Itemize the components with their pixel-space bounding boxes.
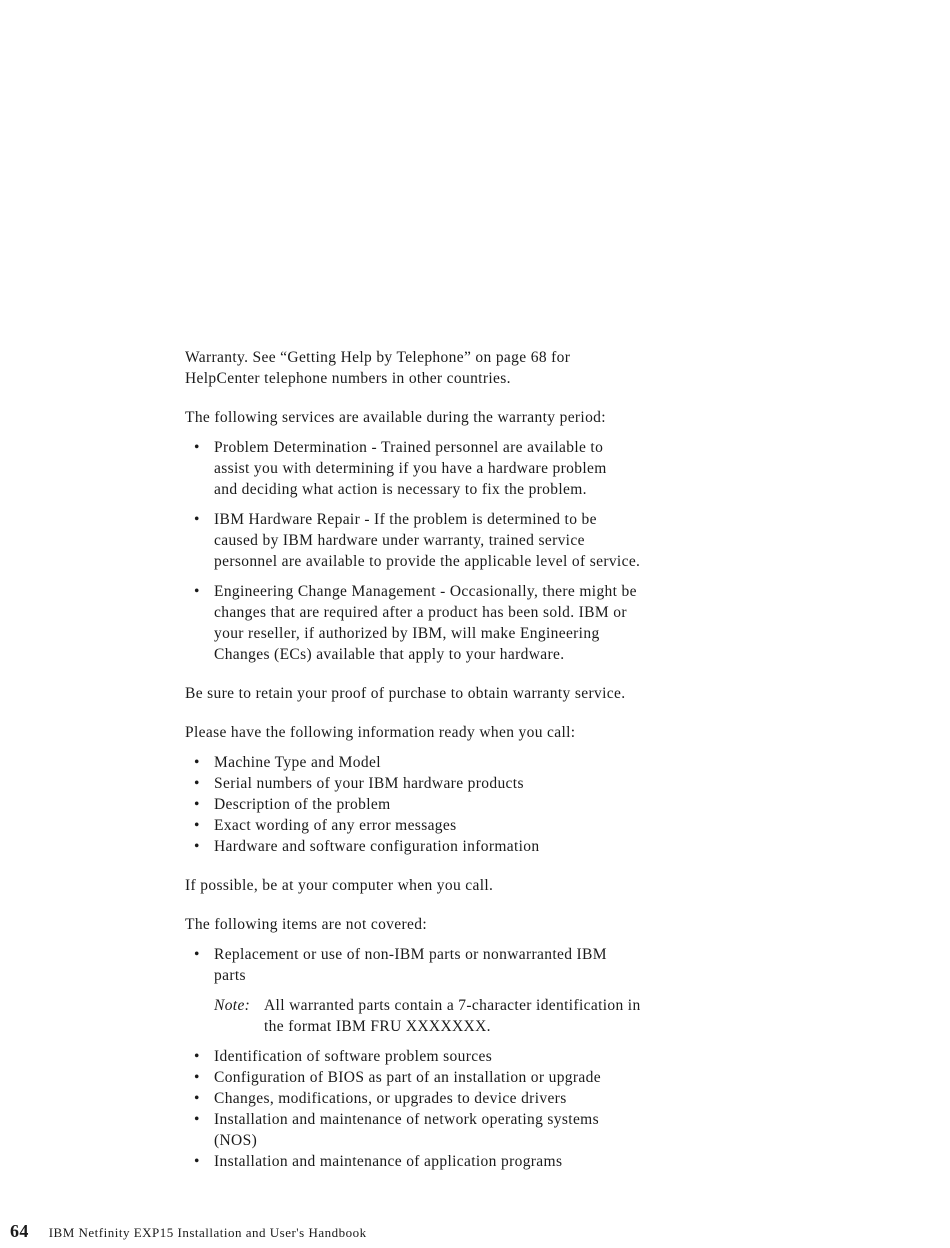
info-list xyxy=(185,752,725,857)
bullet-icon: • xyxy=(194,1048,200,1065)
list-item xyxy=(185,1109,725,1151)
info-heading: Please have the following information ready when you call: xyxy=(185,724,576,741)
list-item-line: Installation and maintenance of network operating systems xyxy=(214,1111,599,1128)
computer-paragraph: If possible, be at your computer when you call. xyxy=(185,877,494,894)
bullet-icon: • xyxy=(194,439,200,456)
list-item xyxy=(185,581,725,665)
list-item xyxy=(185,1046,725,1067)
list-item xyxy=(185,944,725,1037)
list-item-line: Description of the problem xyxy=(214,796,391,813)
services-heading: The following services are available during the warranty period: xyxy=(185,409,606,426)
bullet-icon: • xyxy=(194,817,200,834)
list-item-line: Serial numbers of your IBM hardware products xyxy=(214,775,524,792)
list-item-line: and deciding what action is necessary to fix the problem. xyxy=(214,481,587,498)
list-item-line: (NOS) xyxy=(214,1132,258,1149)
list-item-line: Configuration of BIOS as part of an installation or upgrade xyxy=(214,1069,601,1086)
bullet-icon: • xyxy=(194,1090,200,1107)
services-list xyxy=(185,437,725,665)
note-line: All warranted parts contain a 7-character identification in xyxy=(264,997,641,1014)
intro-paragraph xyxy=(185,347,725,389)
list-item-line: Changes (ECs) available that apply to your hardware. xyxy=(214,646,565,663)
page-footer xyxy=(10,1221,367,1242)
intro-line: Warranty. See “Getting Help by Telephone” on page 68 for xyxy=(185,349,571,366)
bullet-icon: • xyxy=(194,946,200,963)
bullet-icon: • xyxy=(194,775,200,792)
list-item xyxy=(185,752,725,773)
list-item-line: your reseller, if authorized by IBM, will make Engineering xyxy=(214,625,600,642)
list-item-line: caused by IBM hardware under warranty, trained service xyxy=(214,532,585,549)
list-item-line: Hardware and software configuration information xyxy=(214,838,540,855)
list-item xyxy=(185,773,725,794)
bullet-icon: • xyxy=(194,754,200,771)
list-item xyxy=(185,794,725,815)
bullet-icon: • xyxy=(194,796,200,813)
not-covered-heading: The following items are not covered: xyxy=(185,916,428,933)
list-item-line: Changes, modifications, or upgrades to device drivers xyxy=(214,1090,567,1107)
list-item-line: Replacement or use of non-IBM parts or nonwarranted IBM xyxy=(214,946,607,963)
list-item xyxy=(185,437,725,500)
list-item xyxy=(185,1088,725,1109)
list-item-line: IBM Hardware Repair - If the problem is determined to be xyxy=(214,511,597,528)
note-text xyxy=(264,995,641,1037)
list-item-line: Machine Type and Model xyxy=(214,754,381,771)
list-item-line: Identification of software problem sources xyxy=(214,1048,493,1065)
bullet-icon: • xyxy=(194,1069,200,1086)
page-number: 64 xyxy=(10,1221,29,1241)
list-item xyxy=(185,1151,725,1172)
page-body xyxy=(185,347,725,1172)
list-item-line: changes that are required after a product has been sold. IBM or xyxy=(214,604,627,621)
intro-line: HelpCenter telephone numbers in other countries. xyxy=(185,370,511,387)
list-item-line: Engineering Change Management - Occasionally, there might be xyxy=(214,583,637,600)
note xyxy=(214,995,725,1037)
bullet-icon: • xyxy=(194,1111,200,1128)
list-item-line: Problem Determination - Trained personnel are available to xyxy=(214,439,604,456)
list-item-line: Installation and maintenance of application programs xyxy=(214,1153,563,1170)
list-item xyxy=(185,509,725,572)
list-item xyxy=(185,1067,725,1088)
list-item-line: personnel are available to provide the applicable level of service. xyxy=(214,553,641,570)
list-item xyxy=(185,836,725,857)
bullet-icon: • xyxy=(194,1153,200,1170)
not-covered-list xyxy=(185,1046,725,1172)
note-label: Note: xyxy=(214,997,251,1014)
note-line: the format IBM FRU XXXXXXX. xyxy=(264,1018,491,1035)
list-item-line: assist you with determining if you have a hardware problem xyxy=(214,460,607,477)
bullet-icon: • xyxy=(194,511,200,528)
bullet-icon: • xyxy=(194,583,200,600)
list-item-line: parts xyxy=(214,967,246,984)
not-covered-first-list xyxy=(185,944,725,1037)
list-item-line: Exact wording of any error messages xyxy=(214,817,457,834)
list-item xyxy=(185,815,725,836)
bullet-icon: • xyxy=(194,838,200,855)
retain-paragraph: Be sure to retain your proof of purchase to obtain warranty service. xyxy=(185,685,626,702)
footer-title: IBM Netfinity EXP15 Installation and User's Handbook xyxy=(48,1225,367,1240)
